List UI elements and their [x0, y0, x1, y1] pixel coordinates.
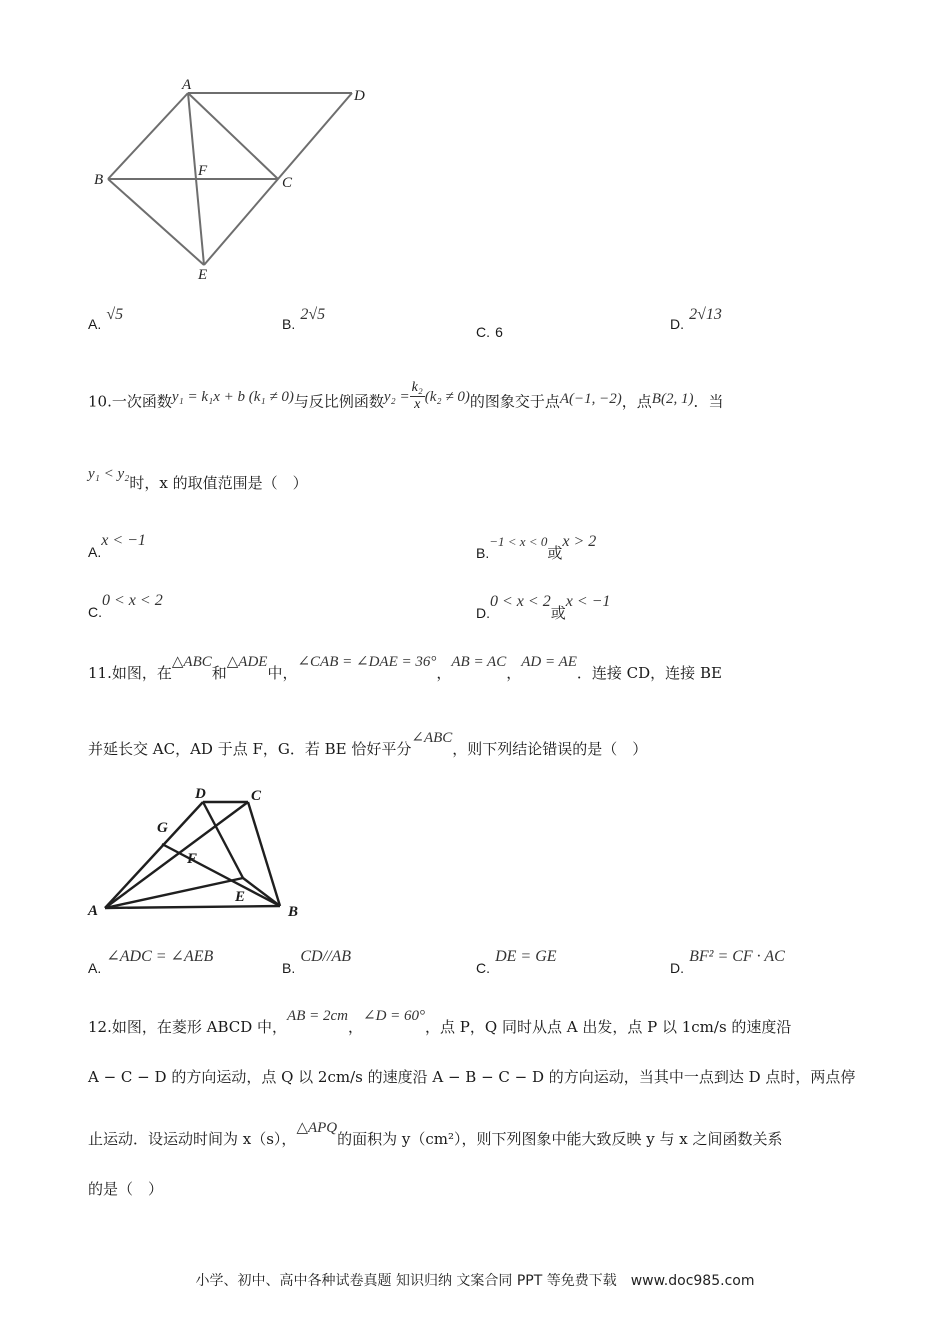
label-f: F	[198, 163, 208, 179]
label-b: B	[288, 904, 299, 920]
q12-stem-line3: 止运动．设运动时间为 x（s），△APQ的面积为 y（cm²），则下列图象中能大致反映 y 与 x 之间函数关系	[88, 1120, 783, 1148]
figure-triangles-abc-ade	[85, 782, 315, 922]
q10-stem-line2: y₁ < y₂时，x 的取值范围是（ ）	[88, 466, 308, 492]
q11-option-c: C. DE = GE	[476, 948, 557, 976]
figure-rhombus-abcd-e	[90, 75, 380, 285]
q11-option-d: D. BF² = CF · AC	[670, 948, 785, 976]
segment-ab	[105, 906, 280, 908]
q11-option-a: A. ∠ADC = ∠AEB	[88, 948, 214, 976]
segment-de	[203, 802, 243, 878]
q12-stem-line1: 12.如图，在菱形 ABCD 中，AB = 2cm，∠D = 60°，点 P，Q 同时从点 A 出发，点 P 以 1cm/s 的速度沿	[88, 1008, 792, 1036]
q10-option-d: D.0 < x < 2或x < −1	[476, 593, 611, 622]
q10-option-b: B.−1 < x < 0或x > 2	[476, 533, 597, 562]
q11-stem-line1: 11.如图，在△ABC和△ADE中，∠CAB = ∠DAE = 36°，AB = AC，AD = AE．连接 CD，连接 BE	[88, 654, 722, 682]
q9-option-d: D. 2√13	[670, 306, 722, 332]
footer-text: 小学、初中、高中各种试卷真题 知识归纳 文案合同 PPT 等免费下载 www.doc985.com	[195, 1273, 755, 1289]
q12-stem-line2: A − C − D 的方向运动，点 Q 以 2cm/s 的速度沿 A − B − C − D 的方向运动，当其中一点到达 D 点时，两点停	[88, 1068, 856, 1086]
q10-option-a: A.x < −1	[88, 532, 146, 560]
q9-option-a: A. √5	[88, 306, 124, 332]
label-g: G	[157, 820, 168, 836]
label-a: A	[88, 903, 99, 919]
segment-be	[108, 179, 204, 265]
q10-stem-line1: 10.一次函数y₁ = k₁x + b (k₁ ≠ 0)与反比例函数y₂ = $\frac{\text{k₂}}{x}$ (k₂ ≠ 0)的图象交于点A(−1, −2)，点B(2, 1)．当	[88, 380, 724, 412]
label-d: D	[354, 88, 365, 104]
q11-option-b: B. CD//AB	[282, 948, 351, 976]
label-c: C	[282, 175, 293, 191]
label-e: E	[198, 267, 208, 283]
label-f: F	[187, 851, 198, 867]
q9-option-c: C. 6	[476, 324, 503, 340]
q11-stem-line2: 并延长交 AC，AD 于点 F，G．若 BE 恰好平分∠ABC，则下列结论错误的是（ ）	[88, 730, 648, 758]
q10-option-c: C.0 < x < 2	[88, 592, 163, 620]
label-b: B	[94, 172, 104, 188]
segment-gb	[162, 844, 280, 906]
q12-stem-line4: 的是（ ）	[88, 1180, 164, 1198]
label-d: D	[195, 786, 206, 802]
label-e: E	[235, 889, 246, 905]
segment-ab	[108, 93, 188, 179]
q9-option-b: B. 2√5	[282, 306, 326, 332]
label-c: C	[251, 788, 262, 804]
label-a: A	[182, 77, 192, 93]
